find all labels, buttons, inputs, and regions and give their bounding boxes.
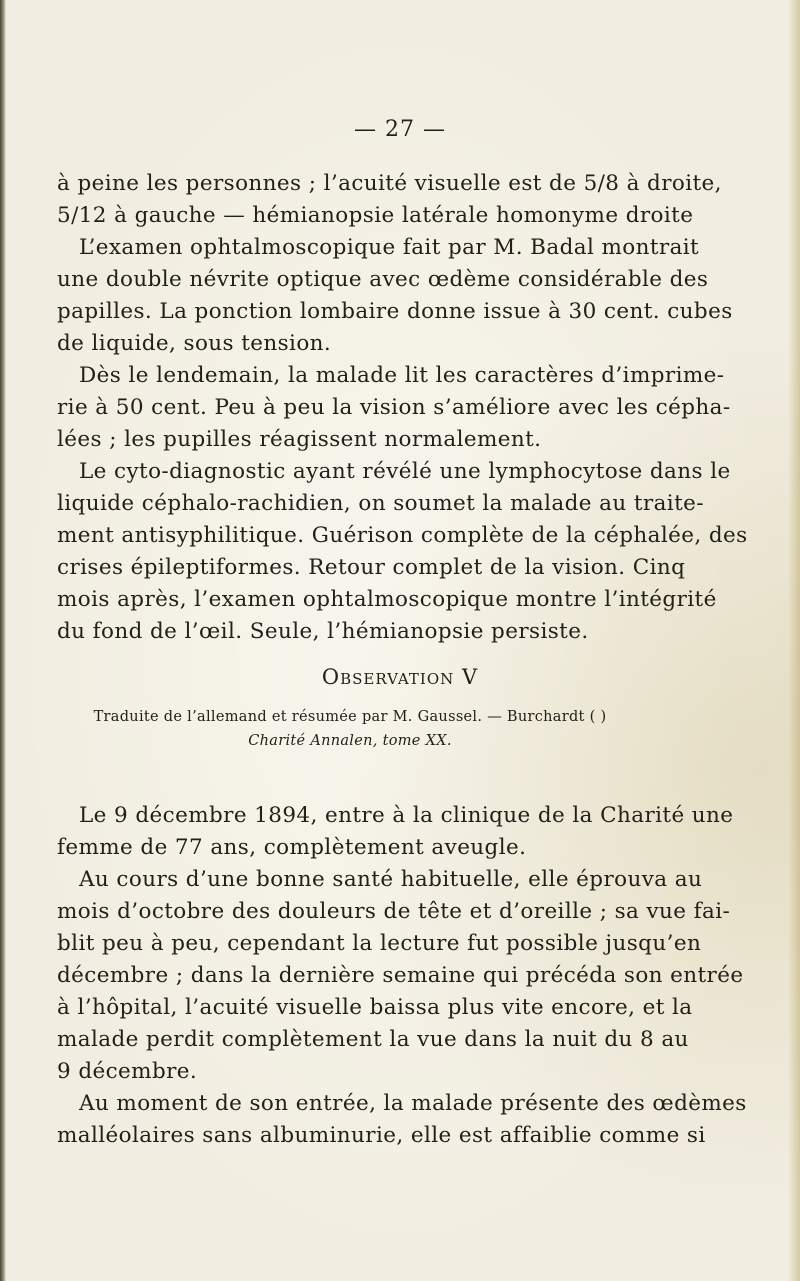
paragraph xyxy=(57,800,734,864)
text-line: décembre ; dans la dernière semaine qui précéda son entrée xyxy=(57,963,744,988)
page-number: — 27 — xyxy=(354,117,446,142)
text-line: Le 9 décembre 1894, entre à la clinique de la Charité une xyxy=(79,803,734,828)
page-right-edge xyxy=(788,0,800,1281)
page-binding-edge xyxy=(0,0,6,1281)
text-line: malléolaires sans albuminurie, elle est affaiblie comme si xyxy=(57,1123,706,1148)
section-title: Observation V xyxy=(321,665,479,689)
text-line: papilles. La ponction lombaire donne issue à 30 cent. cubes xyxy=(57,299,733,324)
text-line: L’examen ophtalmoscopique fait par M. Badal montrait xyxy=(79,235,700,260)
text-line: à l’hôpital, l’acuité visuelle baissa plus vite encore, et la xyxy=(57,995,693,1020)
text-line: lées ; les pupilles réagissent normalement. xyxy=(57,427,542,452)
text-line: une double névrite optique avec œdème considérable des xyxy=(57,267,709,292)
text-line: femme de 77 ans, complètement aveugle. xyxy=(57,835,527,860)
text-line: Dès le lendemain, la malade lit les caractères d’imprime- xyxy=(79,363,725,388)
text-line: à peine les personnes ; l’acuité visuelle est de 5/8 à droite, xyxy=(57,171,722,196)
text-line: ment antisyphilitique. Guérison complète de la céphalée, des xyxy=(57,523,748,548)
text-line: 9 décembre. xyxy=(57,1059,198,1084)
text-line: 5/12 à gauche — hémianopsie latérale homonyme droite xyxy=(57,203,694,228)
text-line: de liquide, sous tension. xyxy=(57,331,332,356)
text-line: Au moment de son entrée, la malade présente des œdèmes xyxy=(79,1091,747,1116)
text-line: crises épileptiformes. Retour complet de la vision. Cinq xyxy=(57,555,686,580)
text-line: rie à 50 cent. Peu à peu la vision s’améliore avec les cépha- xyxy=(57,395,731,420)
text-line: Le cyto-diagnostic ayant révélé une lymphocytose dans le xyxy=(79,459,731,484)
text-line: liquide céphalo-rachidien, on soumet la malade au traite- xyxy=(57,491,704,516)
source-journal: Charité Annalen, tome XX. xyxy=(248,733,452,749)
paragraph xyxy=(57,168,722,232)
text-line: blit peu à peu, cependant la lecture fut possible jusqu’en xyxy=(57,931,702,956)
paragraph xyxy=(57,456,748,648)
text-line: Au cours d’une bonne santé habituelle, elle éprouva au xyxy=(79,867,703,892)
text-line: du fond de l’œil. Seule, l’hémianopsie persiste. xyxy=(57,619,589,644)
text-line: mois d’octobre des douleurs de tête et d’oreille ; sa vue fai- xyxy=(57,899,731,924)
paragraph xyxy=(57,232,733,360)
paragraph xyxy=(57,1088,747,1152)
paragraph xyxy=(57,360,731,456)
text-line: mois après, l’examen ophtalmoscopique montre l’intégrité xyxy=(57,587,717,612)
paragraph xyxy=(57,864,744,1088)
source-citation: Traduite de l’allemand et résumée par M. Gaussel. — Burchardt ( ) xyxy=(93,709,607,725)
text-line: malade perdit complètement la vue dans la nuit du 8 au xyxy=(57,1027,689,1052)
